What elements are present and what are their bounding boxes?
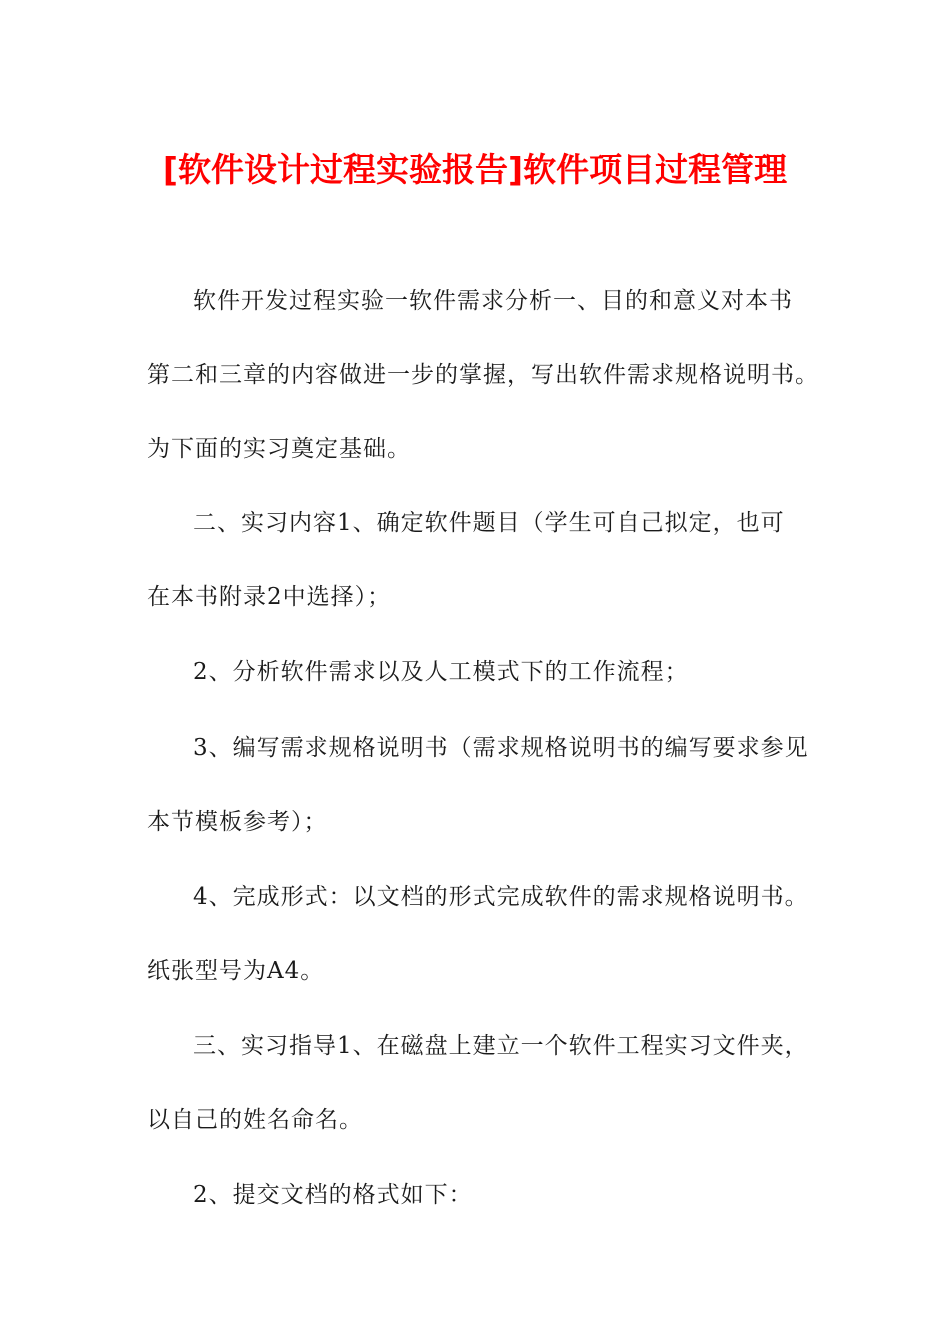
document-title: [软件设计过程实验报告]软件项目过程管理 [162,150,788,189]
paragraph-line: 3、编写需求规格说明书（需求规格说明书的编写要求参见 [193,735,809,761]
paragraph-line: 软件开发过程实验一软件需求分析一、目的和意义对本书 [193,288,793,314]
paragraph-line: 第二和三章的内容做进一步的掌握，写出软件需求规格说明书。 [147,362,819,388]
paragraph-line: 三、实习指导1、在磁盘上建立一个软件工程实习文件夹， [193,1033,809,1059]
paragraph-line: 纸张型号为A4。 [147,958,325,984]
paragraph-line: 以自己的姓名命名。 [147,1107,363,1133]
paragraph-line: 二、实习内容1、确定软件题目（学生可自己拟定，也可 [193,510,785,536]
paragraph-line: 4、完成形式：以文档的形式完成软件的需求规格说明书。 [193,884,809,910]
paragraph-line: 2、分析软件需求以及人工模式下的工作流程； [193,659,689,685]
paragraph-line: 为下面的实习奠定基础。 [147,436,411,462]
paragraph-line: 2、提交文档的格式如下： [193,1182,473,1208]
paragraph-line: 本节模板参考）； [147,809,328,835]
paragraph-line: 在本书附录2中选择）； [147,584,392,610]
